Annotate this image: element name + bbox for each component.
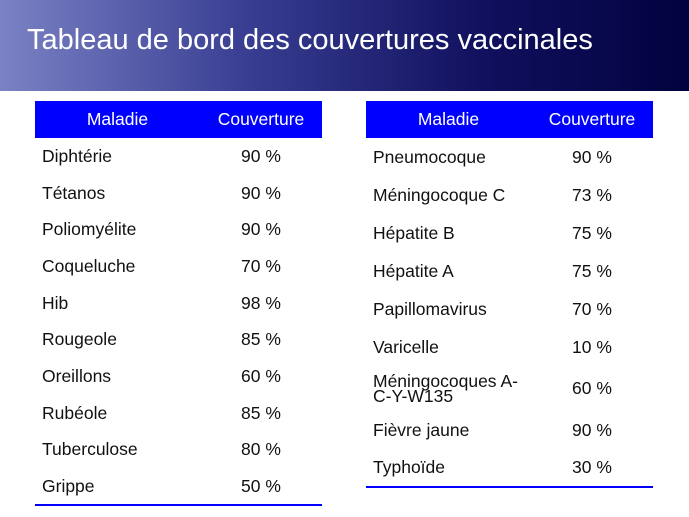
table-row bbox=[35, 468, 322, 505]
disease-name: Hib bbox=[42, 292, 69, 313]
table-row bbox=[366, 176, 653, 214]
coverage-value: 70 % bbox=[241, 255, 281, 276]
disease-name: Papillomavirus bbox=[373, 298, 487, 319]
table-row bbox=[35, 358, 322, 395]
disease-name: Coqueluche bbox=[42, 255, 136, 276]
disease-name: Fièvre jaune bbox=[373, 419, 470, 440]
coverage-value: 50 % bbox=[200, 468, 322, 505]
coverage-value: 73 % bbox=[572, 184, 612, 205]
table-row bbox=[35, 321, 322, 358]
table-row bbox=[366, 366, 653, 411]
table-row bbox=[35, 285, 322, 322]
table-header-row bbox=[366, 101, 653, 138]
coverage-value: 75 % bbox=[572, 260, 612, 281]
table-row bbox=[366, 138, 653, 176]
coverage-value: 30 % bbox=[531, 449, 653, 487]
table-row bbox=[35, 138, 322, 175]
table-row bbox=[35, 395, 322, 432]
column-header-disease: Maladie bbox=[35, 101, 200, 138]
coverage-value: 10 % bbox=[572, 336, 612, 357]
coverage-value: 60 % bbox=[572, 378, 612, 398]
coverage-value: 75 % bbox=[572, 222, 612, 243]
coverage-value: 70 % bbox=[572, 298, 612, 319]
disease-name: Méningocoques A-C-Y-W135 bbox=[373, 370, 518, 406]
title-bar bbox=[0, 0, 689, 91]
page-title: Tableau de bord des couvertures vaccinales bbox=[27, 24, 593, 56]
column-header-coverage: Couverture bbox=[531, 101, 653, 138]
column-header-coverage: Couverture bbox=[200, 101, 322, 138]
disease-name: Rubéole bbox=[42, 402, 108, 423]
table-row bbox=[366, 449, 653, 487]
table-row bbox=[366, 328, 653, 366]
table-row bbox=[35, 211, 322, 248]
disease-name: Hépatite B bbox=[373, 222, 455, 243]
disease-name: Pneumocoque bbox=[373, 146, 486, 167]
coverage-table-left bbox=[35, 101, 322, 506]
disease-name: Tétanos bbox=[42, 182, 106, 203]
disease-name: Rougeole bbox=[42, 329, 117, 350]
disease-name: Grippe bbox=[35, 468, 200, 505]
coverage-value: 90 % bbox=[241, 182, 281, 203]
table-row bbox=[366, 252, 653, 290]
disease-name: Tuberculose bbox=[42, 439, 138, 460]
coverage-value: 85 % bbox=[241, 329, 281, 350]
table-row bbox=[35, 175, 322, 212]
disease-name: Typhoïde bbox=[366, 449, 531, 487]
disease-name: Méningocoque C bbox=[373, 184, 506, 205]
coverage-value: 85 % bbox=[241, 402, 281, 423]
table-row bbox=[366, 290, 653, 328]
table-row bbox=[35, 432, 322, 469]
table-row bbox=[366, 214, 653, 252]
coverage-value: 80 % bbox=[241, 439, 281, 460]
coverage-value: 90 % bbox=[572, 419, 612, 440]
coverage-value: 90 % bbox=[241, 145, 281, 166]
disease-name: Hépatite A bbox=[373, 260, 454, 281]
coverage-value: 60 % bbox=[241, 365, 281, 386]
disease-name: Varicelle bbox=[373, 336, 439, 357]
coverage-value: 90 % bbox=[572, 146, 612, 167]
disease-name: Poliomyélite bbox=[42, 219, 137, 240]
disease-name: Oreillons bbox=[42, 365, 112, 386]
table-row bbox=[366, 411, 653, 449]
table-row bbox=[35, 248, 322, 285]
table-header-row bbox=[35, 101, 322, 138]
coverage-value: 98 % bbox=[241, 292, 281, 313]
coverage-table-right bbox=[366, 101, 653, 488]
disease-name: Diphtérie bbox=[42, 145, 113, 166]
coverage-value: 90 % bbox=[241, 219, 281, 240]
column-header-disease: Maladie bbox=[366, 101, 531, 138]
